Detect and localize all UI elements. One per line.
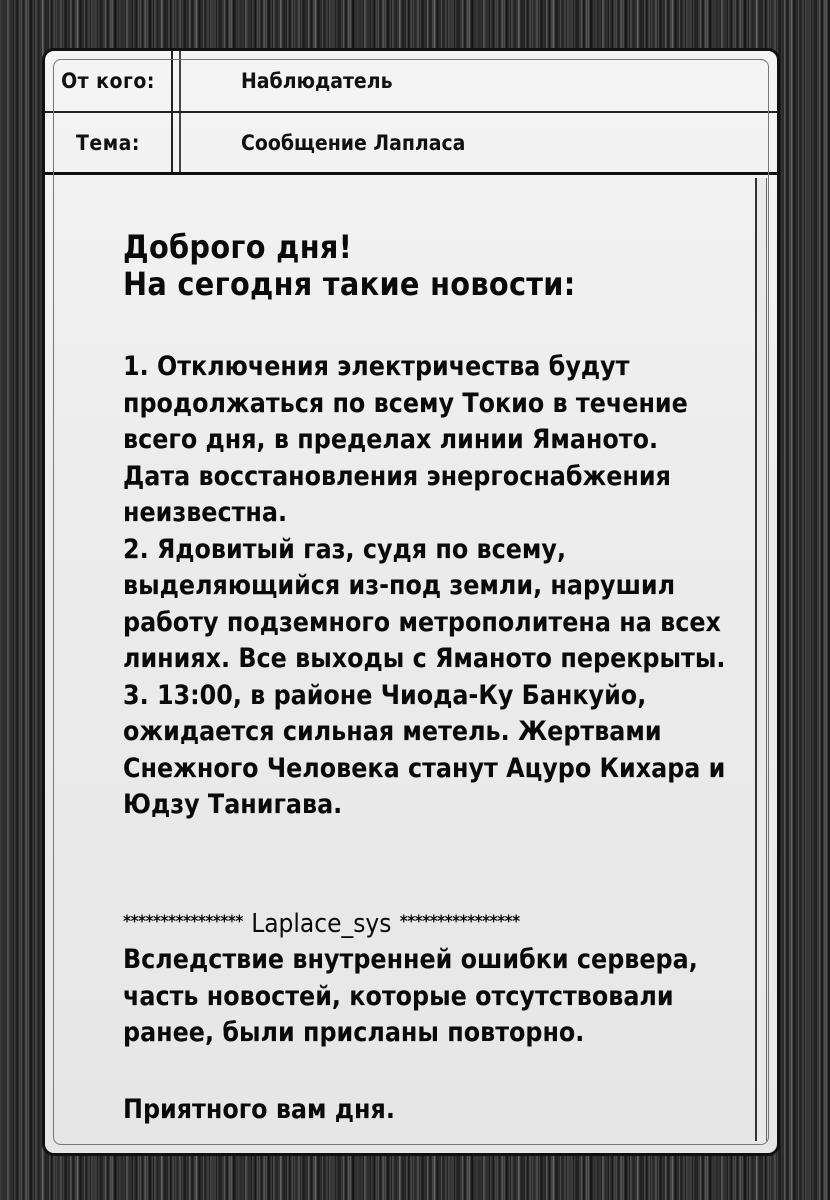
system-notice-text: Вследствие внутренней ошибки сервера, часть новостей, которые отсутствовали ранее, были присланы повторно. [123,944,698,1048]
from-row [45,51,777,113]
greeting [123,229,733,303]
news-item-2: 2. Ядовитый газ, судя по всему, выделяющийся из-под земли, нарушил работу подземного метрополитена на всех линиях. Все выходы с Яманото перекрыты. [123,533,726,674]
news-item-1: 1. Отключения электричества будут продолжаться по всему Токио в течение всего дня, в пределах линии Яманото. Дата восстановления энергоснабжения неизвестна. [123,351,688,528]
from-label: От кого: [45,51,173,111]
system-notice-header [123,904,733,943]
from-divider [179,51,181,111]
stars-right: **************** [399,911,520,932]
news-item-3: 3. 13:00, в районе Чиода-Ку Банкуйо, ожидается сильная метель. Жертвами Снежного Человека станут Ацуро Кихара и Юдзу Танигава. [123,679,726,820]
message-body [123,229,733,1128]
news-list [123,349,733,824]
stars-left: **************** [123,911,243,932]
system-notice [123,904,733,1052]
subject-divider [179,113,181,172]
subject-value: Сообщение Лапласа [241,130,466,155]
subject-row [45,113,777,175]
greeting-line-1: Доброго дня! [123,228,353,266]
scrollbar[interactable] [755,178,767,1141]
message-window [42,48,780,1156]
closing-line: Приятного вам дня. [123,1093,395,1125]
from-value: Наблюдатель [241,69,393,93]
subject-label: Тема: [45,113,173,172]
system-name: Laplace_sys [251,908,392,939]
greeting-line-2: На сегодня такие новости: [123,265,576,303]
